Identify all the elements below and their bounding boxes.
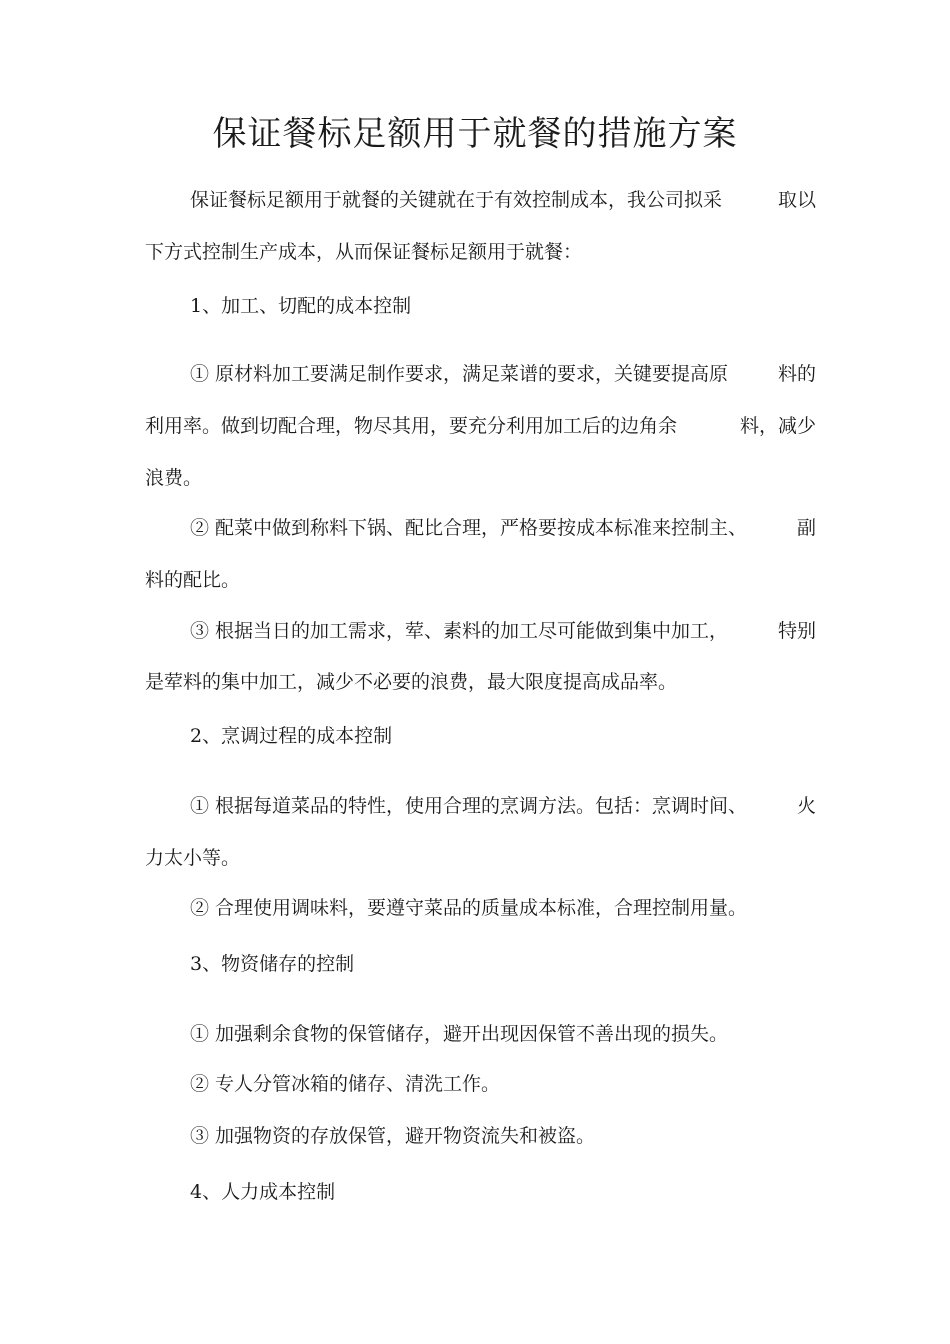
paragraph-text: 火 bbox=[796, 795, 816, 817]
paragraph-text: 副 bbox=[796, 517, 816, 539]
paragraph-text: ② 配菜中做到称料下锅、配比合理，严格要按成本标准来控制主、 bbox=[190, 517, 748, 539]
s1-item2-line-2: 料的配比。 bbox=[145, 569, 241, 591]
paragraph-text: ③ 根据当日的加工需求，荤、素料的加工尽可能做到集中加工， bbox=[190, 620, 729, 642]
s1-item2-line-1 bbox=[190, 514, 816, 542]
paragraph-text: 利用率。做到切配合理，物尽其用，要充分利用加工后的边角余 bbox=[145, 415, 678, 437]
paragraph-text: ① 原材料加工要满足制作要求，满足菜谱的要求，关键要提高原 bbox=[190, 363, 729, 385]
intro-text: 取以 bbox=[777, 189, 816, 211]
intro-line-2: 下方式控制生产成本，从而保证餐标足额用于就餐： bbox=[145, 241, 583, 263]
s1-item1-line-2 bbox=[145, 412, 816, 440]
s1-item1-line-3: 浪费。 bbox=[145, 467, 203, 489]
paragraph-text: 特别 bbox=[777, 620, 816, 642]
section-heading-2: 2、烹调过程的成本控制 bbox=[190, 725, 393, 747]
page-title: 保证餐标足额用于就餐的措施方案 bbox=[212, 114, 738, 154]
section-heading-4: 4、人力成本控制 bbox=[190, 1181, 336, 1203]
s2-item1-line-2: 力太小等。 bbox=[145, 847, 241, 869]
section-heading-1: 1、加工、切配的成本控制 bbox=[190, 295, 412, 317]
s3-item-2: ② 专人分管冰箱的储存、清洗工作。 bbox=[190, 1073, 501, 1095]
paragraph-text: 料，减少 bbox=[739, 415, 816, 437]
s1-item1-line-1 bbox=[190, 360, 816, 388]
s2-item1-line-1 bbox=[190, 792, 816, 820]
intro-line-1 bbox=[190, 186, 816, 214]
s3-item-3: ③ 加强物资的存放保管，避开物资流失和被盗。 bbox=[190, 1125, 596, 1147]
s1-item3-line-1 bbox=[190, 617, 816, 645]
s2-item2-line-1: ② 合理使用调味料，要遵守菜品的质量成本标准，合理控制用量。 bbox=[190, 897, 748, 919]
intro-text: 保证餐标足额用于就餐的关键就在于有效控制成本，我公司拟采 bbox=[190, 189, 723, 211]
paragraph-text: ① 根据每道菜品的特性，使用合理的烹调方法。包括：烹调时间、 bbox=[190, 795, 748, 817]
s1-item3-line-2: 是荤料的集中加工，减少不必要的浪费，最大限度提高成品率。 bbox=[145, 671, 678, 693]
paragraph-text: 料的 bbox=[777, 363, 816, 385]
section-heading-3: 3、物资储存的控制 bbox=[190, 953, 355, 975]
s3-item-1: ① 加强剩余食物的保管储存，避开出现因保管不善出现的损失。 bbox=[190, 1023, 729, 1045]
